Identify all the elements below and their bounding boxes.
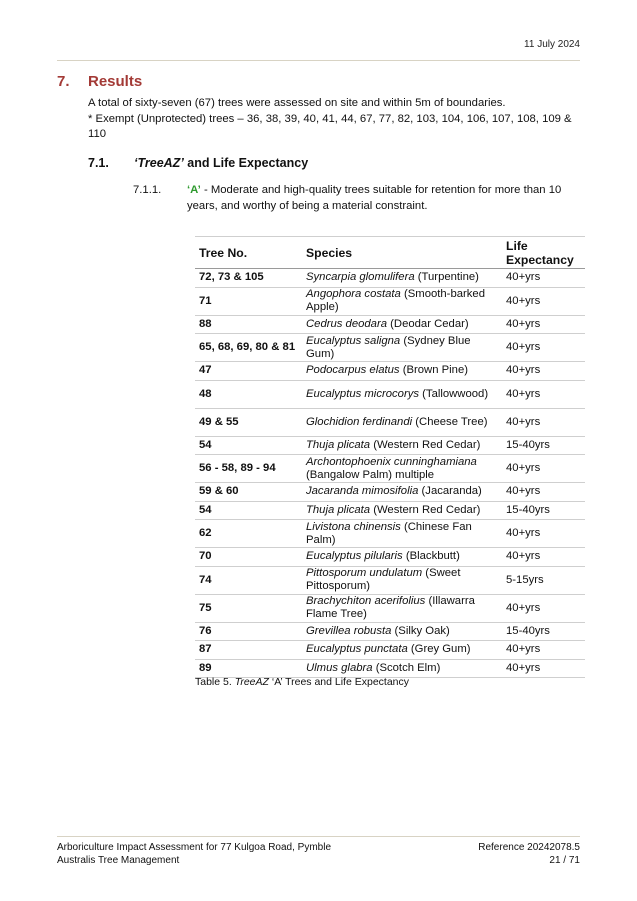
cell-species (302, 269, 502, 288)
header-life-expectancy: Life Expectancy (502, 237, 585, 269)
caption-rest: ‘A’ Trees and Life Expectancy (268, 676, 410, 688)
species-common-name: (Deodar Cedar) (387, 317, 469, 330)
cell-tree-no: 87 (195, 641, 302, 660)
species-common-name: (Sydney Blue Gum) (306, 334, 471, 360)
item-text: - Moderate and high-quality trees suitable for retention for more than 10 years, and worthy of being a material constraint. (187, 184, 562, 212)
cell-species (302, 501, 502, 520)
species-scientific-name: Eucalyptus microcorys (306, 387, 420, 400)
section-number: 7. (57, 73, 70, 90)
item-number: 7.1.1. (133, 184, 162, 196)
cell-species (302, 380, 502, 408)
cell-tree-no: 76 (195, 622, 302, 641)
species-common-name: (Silky Oak) (391, 624, 450, 637)
table-header-row (195, 237, 585, 269)
species-common-name: (Chinese Fan Palm) (306, 520, 472, 546)
header-date: 11 July 2024 (524, 39, 580, 50)
species-common-name: (Smooth-barked Apple) (306, 288, 485, 313)
cell-species (302, 594, 502, 622)
cell-species (302, 436, 502, 455)
intro-exempt-line: * Exempt (Unprotected) trees – 36, 38, 39, 40, 41, 44, 67, 77, 82, 103, 104, 106, 107, 108, 109 & 110 (88, 112, 572, 140)
table-row (195, 501, 585, 520)
cell-tree-no: 49 & 55 (195, 408, 302, 436)
table-row (195, 380, 585, 408)
cell-tree-no: 74 (195, 566, 302, 594)
cell-species (302, 408, 502, 436)
section-title: Results (88, 73, 143, 90)
cell-tree-no: 72, 73 & 105 (195, 269, 302, 288)
species-common-name: (Illawarra Flame Tree) (306, 595, 475, 620)
table-row (195, 436, 585, 455)
table-row (195, 455, 585, 483)
species-common-name: (Bangalow Palm) multiple (306, 468, 435, 481)
cell-tree-no: 48 (195, 380, 302, 408)
cell-species (302, 641, 502, 660)
cell-life-expectancy: 40+yrs (502, 380, 585, 408)
subsection-heading (88, 156, 308, 170)
species-common-name: (Blackbutt) (402, 550, 460, 563)
footer-right (478, 842, 580, 867)
table-caption (195, 676, 409, 688)
cell-life-expectancy: 40+yrs (502, 548, 585, 567)
cell-life-expectancy: 40+yrs (502, 408, 585, 436)
cell-species (302, 287, 502, 315)
footer-company: Australis Tree Management (57, 854, 180, 866)
species-scientific-name: Ulmus glabra (306, 661, 373, 674)
species-scientific-name: Cedrus deodara (306, 317, 388, 330)
footer-reference: Reference 20242078.5 (478, 842, 580, 853)
species-common-name: (Tallowwood) (419, 387, 489, 400)
intro-total-line: A total of sixty-seven (67) trees were assessed on site and within 5m of boundaries. (88, 97, 506, 109)
species-scientific-name: Brachychiton acerifolius (306, 595, 426, 607)
cell-life-expectancy: 40+yrs (502, 520, 585, 548)
species-common-name: (Grey Gum) (407, 643, 471, 656)
subsection-title-italic: ‘TreeAZ’ (134, 156, 184, 170)
cell-life-expectancy: 40+yrs (502, 483, 585, 502)
species-common-name: (Turpentine) (414, 271, 479, 284)
subsection-number: 7.1. (88, 156, 109, 170)
cell-species (302, 659, 502, 678)
cell-life-expectancy: 15-40yrs (502, 622, 585, 641)
item-body (187, 183, 583, 214)
cell-tree-no: 75 (195, 594, 302, 622)
species-scientific-name: Eucalyptus punctata (306, 643, 408, 656)
cell-species (302, 455, 502, 483)
species-scientific-name: Angophora costata (306, 288, 401, 300)
species-common-name: (Cheese Tree) (412, 415, 488, 428)
cell-species (302, 622, 502, 641)
species-common-name: (Scotch Elm) (372, 661, 441, 674)
cell-tree-no: 71 (195, 287, 302, 315)
cell-tree-no: 47 (195, 362, 302, 381)
table-row (195, 622, 585, 641)
table-row (195, 548, 585, 567)
species-scientific-name: Eucalyptus pilularis (306, 550, 403, 563)
cell-species (302, 334, 502, 362)
header-tree-no: Tree No. (195, 237, 302, 269)
species-scientific-name: Archontophoenix cunninghamiana (306, 455, 477, 468)
cell-life-expectancy: 40+yrs (502, 594, 585, 622)
species-scientific-name: Glochidion ferdinandi (306, 415, 413, 428)
species-common-name: (Sweet Pittosporum) (306, 567, 461, 592)
cell-tree-no: 54 (195, 436, 302, 455)
table-row (195, 520, 585, 548)
cell-species (302, 315, 502, 334)
cell-tree-no: 70 (195, 548, 302, 567)
cell-tree-no: 88 (195, 315, 302, 334)
species-scientific-name: Thuja plicata (306, 438, 371, 451)
cell-life-expectancy: 40+yrs (502, 334, 585, 362)
cell-tree-no: 54 (195, 501, 302, 520)
table-row (195, 566, 585, 594)
cell-species (302, 483, 502, 502)
footer-document-title: Arboriculture Impact Assessment for 77 Kulgoa Road, Pymble (57, 842, 332, 853)
table-body (195, 269, 585, 678)
section-intro (88, 96, 578, 143)
table-row (195, 362, 585, 381)
table-row (195, 269, 585, 288)
footer-left (57, 842, 331, 867)
caption-prefix: Table 5. (195, 676, 235, 688)
species-scientific-name: Thuja plicata (306, 503, 371, 516)
species-scientific-name: Pittosporum undulatum (306, 567, 423, 579)
cell-life-expectancy: 40+yrs (502, 362, 585, 381)
table-row (195, 659, 585, 678)
cell-tree-no: 56 - 58, 89 - 94 (195, 455, 302, 483)
cell-life-expectancy: 40+yrs (502, 315, 585, 334)
table-row (195, 641, 585, 660)
species-common-name: (Jacaranda) (418, 485, 482, 498)
tree-table (195, 236, 585, 678)
species-common-name: (Brown Pine) (399, 364, 469, 377)
cell-life-expectancy: 40+yrs (502, 287, 585, 315)
species-common-name: (Western Red Cedar) (370, 503, 481, 516)
species-scientific-name: Syncarpia glomulifera (306, 271, 415, 284)
cell-life-expectancy: 40+yrs (502, 641, 585, 660)
table-row (195, 334, 585, 362)
cell-tree-no: 89 (195, 659, 302, 678)
cell-species (302, 566, 502, 594)
cell-life-expectancy: 40+yrs (502, 269, 585, 288)
table-row (195, 594, 585, 622)
species-scientific-name: Eucalyptus saligna (306, 334, 401, 347)
subsection-title-rest: and Life Expectancy (183, 156, 309, 170)
cell-species (302, 520, 502, 548)
species-common-name: (Western Red Cedar) (370, 438, 481, 451)
section-heading (57, 73, 142, 90)
species-scientific-name: Jacaranda mimosifolia (306, 485, 419, 498)
cell-life-expectancy: 15-40yrs (502, 436, 585, 455)
cell-life-expectancy: 5-15yrs (502, 566, 585, 594)
cell-life-expectancy: 15-40yrs (502, 501, 585, 520)
footer-divider (57, 836, 580, 837)
caption-italic: TreeAZ (234, 676, 269, 688)
cell-tree-no: 59 & 60 (195, 483, 302, 502)
cell-species (302, 362, 502, 381)
header-divider (57, 60, 580, 61)
cell-life-expectancy: 40+yrs (502, 455, 585, 483)
footer-page-number: 21 / 71 (549, 854, 580, 866)
cell-tree-no: 62 (195, 520, 302, 548)
cell-tree-no: 65, 68, 69, 80 & 81 (195, 334, 302, 362)
cell-species (302, 548, 502, 567)
table-row (195, 408, 585, 436)
header-species: Species (302, 237, 502, 269)
item-grade: ‘A’ (187, 184, 201, 196)
species-scientific-name: Podocarpus elatus (306, 364, 400, 377)
table-row (195, 287, 585, 315)
cell-life-expectancy: 40+yrs (502, 659, 585, 678)
species-scientific-name: Livistona chinensis (306, 520, 401, 533)
table-row (195, 483, 585, 502)
species-scientific-name: Grevillea robusta (306, 624, 392, 637)
table-row (195, 315, 585, 334)
